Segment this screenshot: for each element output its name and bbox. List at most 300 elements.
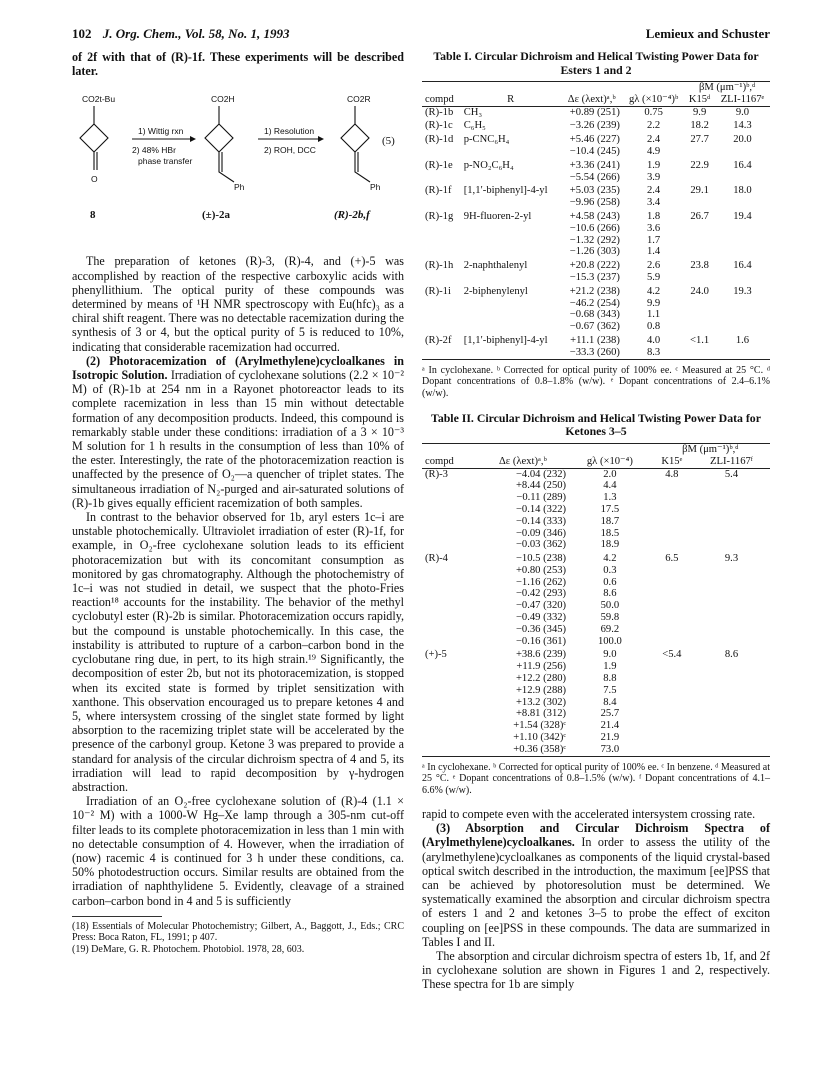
table-cell: (R)-4	[425, 553, 448, 565]
table-cell: 9.9	[693, 106, 707, 118]
table-cell: 18.9	[600, 539, 620, 551]
table-row	[422, 732, 770, 744]
table2-caption: Table II. Circular Dichroism and Helical Twisting Power Data for Ketones 3–5	[431, 410, 761, 439]
table-cell: 25.7	[600, 708, 620, 720]
table-cell	[715, 347, 770, 359]
table-cell: +4.58 (243)	[569, 210, 620, 222]
table-cell: 4.8	[665, 468, 679, 480]
table-row	[422, 146, 770, 158]
table-cell: 21.4	[600, 720, 620, 732]
table-cell: 17.5	[600, 503, 620, 515]
table-cell: p-NO₂C₆H₄	[463, 159, 514, 171]
table-row	[422, 551, 770, 565]
table-cell: <5.4	[662, 649, 682, 661]
table-cell: (R)-3	[425, 468, 448, 480]
table-cell	[693, 600, 770, 612]
table-row	[422, 309, 770, 321]
table-cell: 1.6	[735, 334, 750, 346]
table-cell: −0.16 (361)	[515, 635, 567, 647]
table-cell: 20.0	[733, 134, 752, 146]
table-cell	[651, 600, 693, 612]
table-cell	[461, 272, 561, 284]
table-cell	[422, 172, 461, 184]
table-cell	[651, 720, 693, 732]
table-cell: 1.9	[646, 159, 661, 171]
table-cell: −0.47 (320)	[515, 600, 567, 612]
table-cell: 4.2	[603, 553, 617, 565]
table-cell: 9.0	[735, 106, 750, 118]
table-cell: +20.8 (222)	[569, 260, 620, 272]
compound-label-8: 8	[90, 209, 96, 222]
table-cell	[422, 309, 461, 321]
table-cell: −1.32 (292)	[569, 234, 620, 246]
table-cell	[693, 744, 770, 756]
table-cell	[422, 565, 477, 577]
table-row	[422, 661, 770, 673]
table-cell	[651, 588, 693, 600]
table2-header-de: Δε (λext)ᵃ,ᵇ	[477, 456, 569, 468]
table-cell: +11.1 (238)	[570, 334, 620, 346]
table-cell	[684, 197, 715, 209]
table-cell: p-CNC₆H₄	[463, 134, 510, 146]
table-cell: −3.26 (239)	[569, 120, 620, 132]
table1-header-compd: compd	[422, 94, 461, 106]
table-cell	[422, 223, 461, 235]
table-cell: +12.9 (288)	[515, 684, 567, 696]
table-cell	[693, 720, 770, 732]
table-cell	[715, 223, 770, 235]
table-cell: −15.3 (237)	[569, 271, 620, 283]
table-row	[422, 209, 770, 223]
table-cell: (R)-1e	[425, 159, 453, 171]
table-cell	[422, 636, 477, 648]
table-row	[422, 673, 770, 685]
table-cell: 2.2	[646, 120, 661, 132]
table-cell	[715, 298, 770, 310]
table-cell: −0.68 (343)	[569, 309, 620, 321]
table-cell	[684, 309, 715, 321]
table-row	[422, 588, 770, 600]
table1-header-de: Δε (λext)ᵃ,ᵇ	[561, 94, 623, 106]
table-cell: +0.36 (358)ᶜ	[477, 744, 569, 756]
table-row	[422, 284, 770, 298]
table-row	[422, 647, 770, 661]
table-cell: −46.2 (254)	[569, 297, 620, 309]
table-row	[422, 600, 770, 612]
table-cell: 0.75	[644, 106, 663, 118]
table-cell: 3.9	[646, 171, 661, 183]
table-cell: +12.2 (280)	[515, 673, 567, 685]
substituent-8: CO2t-Bu	[82, 94, 116, 105]
table-cell	[651, 528, 693, 540]
table-row	[422, 539, 770, 551]
table-cell	[422, 577, 477, 589]
table1-header-beta: βM (μm⁻¹)ᵇ,ᵈ	[684, 82, 770, 94]
table-cell: 16.4	[733, 159, 752, 171]
table-cell	[461, 309, 561, 321]
table1	[422, 81, 770, 360]
right-column	[422, 50, 770, 992]
table-cell: 7.5	[603, 684, 617, 696]
table-cell	[422, 685, 477, 697]
table-row	[422, 258, 770, 272]
table-cell: 100.0	[597, 635, 622, 647]
table-cell	[651, 673, 693, 685]
table-cell: +38.6 (239)	[515, 649, 567, 661]
paragraph-ketone-prep: The preparation of ketones (R)-3, (R)-4, and (+)-5 was accomplished by reaction of the respective carboxylic acids with phenyllithium. The optical purity of these compounds was determined by means of ¹H NMR spectroscopy with Eu(hfc)₃ as a chiral shift reagent. There was no detectable racemization during the synthesis of 3 or 4, but the optical purity of 5 is reduced to 10%, indicating that considerable racemization had occurred.	[72, 254, 404, 354]
table-cell	[693, 685, 770, 697]
table-cell: +5.46 (227)	[569, 134, 620, 146]
table-cell: +0.89 (251)	[569, 106, 620, 118]
table-cell: 5.9	[646, 271, 661, 283]
table-cell	[715, 172, 770, 184]
table-cell	[693, 661, 770, 673]
table-cell: +5.03 (235)	[569, 185, 620, 197]
phenyl-label-2a: Ph	[234, 182, 245, 193]
table-cell	[461, 321, 561, 333]
compound-label-2a: (±)-2a	[202, 209, 231, 222]
table-cell	[422, 321, 461, 333]
table-cell	[693, 565, 770, 577]
table-cell: 23.8	[690, 260, 709, 272]
table-cell	[651, 744, 693, 756]
table-cell	[422, 347, 461, 359]
table-cell	[651, 697, 693, 709]
table-cell: 59.8	[600, 612, 620, 624]
table-cell: −0.49 (332)	[515, 612, 567, 624]
table-cell: C₆H₅	[463, 120, 486, 132]
footnote-19: (19) DeMare, G. R. Photochem. Photobiol. 1978, 28, 603.	[72, 943, 305, 955]
table-cell	[461, 235, 561, 247]
table-cell	[651, 661, 693, 673]
footnote-18: (18) Essentials of Molecular Photochemistry; Gilbert, A., Baggott, J., Eds.; CRC Press: Boca Raton, FL, 1991; p 407.	[72, 920, 404, 944]
table-cell: 8.3	[623, 347, 684, 359]
table-cell: 0.3	[603, 564, 617, 576]
table-row	[422, 298, 770, 310]
table2-header-compd: compd	[422, 456, 477, 468]
table-cell	[693, 612, 770, 624]
table-cell	[693, 636, 770, 648]
intro-paragraph: of 2f with that of (R)-1f. These experiments will be described later.	[72, 50, 404, 79]
table-cell: +8.81 (312)	[515, 708, 567, 720]
table-cell: 1.3	[603, 492, 617, 504]
table-row	[422, 685, 770, 697]
paragraph-aryl-esters: In contrast to the behavior observed for 1b, aryl esters 1c–i are unstable photochemically. Ultraviolet irradiation of ester (R)-1f, for example, in O₂-free cyclohexane solution leads to its efficient photoracemization but with its concomitant consumption as monitored by gas chromatography. Although the photochemistry of 1c–i was not studied in detail, we suspect that the photo-Fries reaction¹⁸ accounts for the instability. The behavior of the methyl cyclobutyl ester (R)-2b is similar. Photoracemization occurs rapidly, but the compound is unstable photochemically. In this case, the instability is attributed to rupture of a carbon–carbon bond in the cyclobutane ring due, in pert, to its high strain.¹⁹ Significantly, the decomposition of ester 2b, but not its photoracemization, is stopped when its excited state is formed by triplet sensitization with xanthone. This observation encouraged us to prepare ketones 4 and 5, where intersystem crossing of the singlet state formed by light absorption to the racemizing triplet state will be accelerated by the presence of the carbonyl group. Ketone 3 was prepared to provide a standard for analysis of the circular dichroism spectra of 4 and 5, its irradiation will lead to rapid decomposition by γ-hydrogen abstraction.	[72, 510, 404, 794]
table-row	[422, 744, 770, 756]
table-cell	[422, 720, 477, 732]
table2-header-zli: ZLI-1167ᶠ	[693, 456, 770, 468]
table-row	[422, 197, 770, 209]
table-cell	[651, 577, 693, 589]
table-cell: 27.7	[690, 134, 709, 146]
table-cell	[422, 480, 477, 492]
table-cell	[715, 309, 770, 321]
table-cell	[693, 708, 770, 720]
table-cell	[693, 577, 770, 589]
table-cell: 50.0	[600, 600, 620, 612]
table-cell: −10.4 (245)	[569, 145, 620, 157]
table-cell	[693, 480, 770, 492]
paragraph-photoracemization: Irradiation of cyclohexane solutions (2.2 × 10⁻² M) of (R)-1b at 254 nm in a Rayonet photoreactor leads to its complete racemization in less than 15 min without detectable formation of any decomposition products. Indeed, this compound is remarkably stable under these conditions: irradiation of a 3 × 10⁻³ M solution for 1 h results in the consumption of less than 10% of the ester. Interestingly, the rate of the photoracemization reaction is unaffected by the presence of O₂—a quencher of triplet states. The simultaneous irradiation of N₂-purged and air-saturated solutions of (R)-1b gives equally efficient racemization of both samples.	[72, 368, 404, 510]
table-cell	[684, 172, 715, 184]
table-cell: 4.9	[646, 145, 661, 157]
table-cell: (R)-2f	[425, 334, 452, 346]
table-cell: +1.54 (328)ᶜ	[513, 720, 567, 732]
table-row	[422, 480, 770, 492]
table-cell	[684, 146, 715, 158]
page-number: 102	[72, 26, 92, 41]
table-cell: 2-naphthalenyl	[463, 260, 528, 272]
table-cell	[422, 528, 477, 540]
table-cell: 2.0	[603, 468, 617, 480]
table-cell	[422, 492, 477, 504]
table2	[422, 443, 770, 757]
table-cell	[715, 272, 770, 284]
table-row	[422, 246, 770, 258]
table-cell: −33.3 (260)	[561, 347, 623, 359]
table-cell	[651, 504, 693, 516]
table-cell: −10.6 (266)	[569, 222, 620, 234]
table-cell	[651, 636, 693, 648]
table-cell	[422, 146, 461, 158]
table-cell	[422, 708, 477, 720]
table-cell: 1.7	[646, 234, 661, 246]
table-cell	[684, 298, 715, 310]
table-cell: (R)-1i	[425, 285, 451, 297]
table-cell: 8.6	[603, 588, 617, 600]
table-row	[422, 132, 770, 146]
table-cell	[693, 673, 770, 685]
table-cell: +21.2 (238)	[569, 285, 620, 297]
table-cell	[651, 612, 693, 624]
table-cell	[693, 588, 770, 600]
table-cell: 26.7	[690, 210, 709, 222]
table-cell: 4.4	[603, 480, 617, 492]
step1-label-c: phase transfer	[138, 156, 193, 167]
table-cell: −0.03 (362)	[515, 539, 567, 551]
table-cell: 24.0	[690, 285, 709, 297]
table-cell	[422, 539, 477, 551]
table1-header-r: R	[461, 94, 561, 106]
table-cell: −0.67 (362)	[569, 321, 620, 333]
table-cell: 1.4	[646, 246, 661, 258]
table-cell	[693, 504, 770, 516]
table-cell: 19.4	[733, 210, 752, 222]
table-cell: −10.5 (238)	[515, 553, 567, 565]
step2-label-b: 2) ROH, DCC	[264, 145, 316, 156]
table-cell: 0.6	[603, 576, 617, 588]
table-cell: 4.2	[646, 285, 661, 297]
table-cell	[715, 235, 770, 247]
table-cell	[651, 708, 693, 720]
equation-number: (5)	[382, 135, 395, 148]
table-cell: (R)-1c	[425, 120, 453, 132]
table-cell: 1.1	[646, 309, 661, 321]
table-row	[422, 183, 770, 197]
table-row	[422, 118, 770, 132]
table-cell	[461, 298, 561, 310]
table-cell: [1,1′-biphenyl]-4-yl	[463, 334, 548, 346]
table-row	[422, 636, 770, 648]
table-row	[422, 333, 770, 347]
table-cell: −0.36 (345)	[515, 623, 567, 635]
table-cell: (+)-5	[425, 649, 447, 661]
table-cell: (R)-1f	[425, 185, 452, 197]
table-cell: +0.80 (253)	[515, 564, 567, 576]
table-cell	[693, 624, 770, 636]
step1-label-b: 2) 48% HBr	[132, 145, 176, 156]
table-cell	[422, 624, 477, 636]
running-authors: Lemieux and Schuster	[645, 26, 770, 41]
table-cell: +11.9 (256)	[516, 661, 567, 673]
table-cell: CH₃	[463, 106, 483, 118]
table-cell: −4.04 (232)	[515, 468, 567, 480]
table-cell: −0.09 (346)	[515, 527, 567, 539]
table-cell	[422, 197, 461, 209]
table-cell: (R)-1h	[425, 260, 454, 272]
table-cell	[693, 516, 770, 528]
table1-footnotes: ᵃ In cyclohexane. ᵇ Corrected for optical purity of 100% ee. ᶜ Measured at 25 °C. ᵈ Dopant concentrations of 0.8–1.8% (w/w). ᵉ Dopant concentrations of 2.4–6.1% (w/w).	[422, 364, 770, 400]
table-cell: 29.1	[690, 185, 709, 197]
paragraph-irradiation: Irradiation of an O₂-free cyclohexane solution of (R)-4 (1.1 × 10⁻² M) with a 1000-W Hg–Xe lamp through a 305-nm cut-off filter leads to its complete photoracemization in less than 1 min with no detectable consumption of 4. However, when the irradiation of (now) racemic 4 is continued for 3 h under these conditions, ca. 50% photodestruction occurs. Similar results are obtained from the irradiation of naphthylidene 5. Evidently, cleavage of a strained carbon–carbon bond in 4 and 5 is sufficiently	[72, 794, 404, 908]
left-column	[72, 50, 404, 956]
table-row	[422, 492, 770, 504]
table-cell: 21.9	[600, 732, 620, 744]
substituent-2a: CO2H	[211, 94, 235, 105]
table2-header-beta: βM (μm⁻¹)ᵇ,ᵈ	[651, 443, 770, 455]
table-cell	[651, 732, 693, 744]
table-cell: 18.0	[733, 185, 752, 197]
table-cell	[715, 321, 770, 333]
table-cell: 6.5	[665, 553, 679, 565]
table-cell	[651, 685, 693, 697]
table-cell: [1,1′-biphenyl]-4-yl	[463, 185, 548, 197]
table-cell	[422, 612, 477, 624]
table-cell: (R)-1b	[425, 106, 454, 118]
table2-header-k15: K15ᵉ	[651, 456, 693, 468]
section-heading-photoracemization: (2) Photoracemization of (Arylmethylene)cycloalkanes in Isotropic Solution.	[72, 353, 404, 383]
table-cell	[422, 732, 477, 744]
table-cell: 4.0	[646, 334, 661, 346]
table-cell	[422, 673, 477, 685]
table-cell	[461, 246, 561, 258]
table-cell: <1.1	[690, 334, 710, 346]
table-row	[422, 347, 770, 359]
table-cell	[715, 197, 770, 209]
table-cell: 8.6	[724, 649, 739, 661]
table-cell	[651, 539, 693, 551]
table-row	[422, 612, 770, 624]
table-cell: 73.0	[569, 744, 651, 756]
table-cell: −0.14 (322)	[515, 503, 567, 515]
table-cell: −0.42 (293)	[515, 588, 567, 600]
table-cell	[422, 516, 477, 528]
table-row	[422, 565, 770, 577]
table-cell: −9.96 (258)	[569, 197, 620, 209]
table-row	[422, 624, 770, 636]
table-cell	[461, 223, 561, 235]
table-cell: 3.6	[646, 222, 661, 234]
table-cell: 2.4	[646, 134, 661, 146]
table-cell	[651, 480, 693, 492]
step1-label-a: 1) Wittig rxn	[138, 126, 184, 137]
table-row	[422, 504, 770, 516]
table-cell: 2-biphenylenyl	[463, 285, 528, 297]
table-cell	[693, 492, 770, 504]
table-cell: 18.7	[600, 515, 620, 527]
table-row	[422, 528, 770, 540]
table-cell: 1.9	[603, 661, 617, 673]
table-cell: −1.16 (262)	[515, 576, 567, 588]
paragraph-spectra: The absorption and circular dichroism spectra of esters 1b, 1f, and 2f in cyclohexane solution are shown in Figures 1 and 2, respectively. These spectra for 1b are simply	[422, 949, 770, 992]
table-row	[422, 720, 770, 732]
table-cell	[422, 600, 477, 612]
section-heading-absorption: (3) Absorption and Circular Dichroism Spectra of (Arylmethylene)cycloalkanes.	[422, 821, 770, 850]
table-cell: −1.26 (303)	[569, 246, 620, 258]
table-cell	[461, 172, 561, 184]
table2-footnotes: ᵃ In cyclohexane. ᵇ Corrected for optical purity of 100% ee. ᶜ In benzene. ᵈ Measured at 25 °C. ᵉ Dopant concentrations of 0.8–1.5% (w/w). ᶠ Dopant concentrations of 4.1–6.6% (w/w).	[422, 761, 770, 797]
running-header	[72, 26, 770, 42]
table-cell	[651, 624, 693, 636]
table-row	[422, 158, 770, 172]
table1-header-k15: K15ᵈ	[684, 94, 715, 106]
table-cell: 18.5	[600, 527, 620, 539]
table-cell: 3.4	[646, 197, 661, 209]
table-cell	[461, 146, 561, 158]
table-cell	[693, 732, 770, 744]
table-cell	[651, 565, 693, 577]
table-cell: 5.4	[724, 468, 739, 480]
substituent-2b: CO2R	[347, 94, 371, 105]
table-row	[422, 577, 770, 589]
table-row	[422, 272, 770, 284]
table-cell: −0.11 (289)	[516, 492, 567, 504]
reaction-scheme	[72, 84, 404, 244]
table-cell: 14.3	[733, 120, 752, 132]
table-cell: 9.0	[603, 649, 617, 661]
table-cell: 2.4	[646, 185, 661, 197]
table-cell	[693, 697, 770, 709]
table-cell	[461, 197, 561, 209]
journal-citation: J. Org. Chem., Vol. 58, No. 1, 1993	[102, 26, 290, 41]
table-cell	[651, 516, 693, 528]
table-cell: 19.3	[733, 285, 752, 297]
table-cell	[422, 697, 477, 709]
table-cell: 8.8	[603, 673, 617, 685]
table-cell	[715, 146, 770, 158]
table-cell: 9.9	[646, 297, 661, 309]
table-cell: +1.10 (342)ᶜ	[513, 732, 567, 744]
step2-label-a: 1) Resolution	[264, 126, 315, 137]
table2-header-g: gλ (×10⁻⁴)	[569, 456, 651, 468]
table-cell	[422, 504, 477, 516]
table-cell	[422, 298, 461, 310]
table-row	[422, 516, 770, 528]
table-row	[422, 708, 770, 720]
paragraph-absorption: In order to assess the utility of the (arylmethylene)cycloalkanes as components of the liquid crystal-based optical switch described in the introduction, the maximum [ee]PSS that can be achieved by photoresolution must be determined. We systematically examined the absorption and circular dichroism spectra of esters 1 and 2 and ketones 3–5 to probe the effect of exciton coupling on [ee]PSS in these compounds. The data are summarized in Tables I and II.	[422, 835, 770, 949]
table-cell: 16.4	[733, 260, 752, 272]
table-cell	[422, 661, 477, 673]
table1-header-zli: ZLI-1167ᵉ	[715, 94, 770, 106]
table-cell	[684, 235, 715, 247]
table-cell: 18.2	[690, 120, 709, 132]
table-cell	[422, 272, 461, 284]
paragraph-crossing-rate: rapid to compete even with the accelerated intersystem crossing rate.	[422, 807, 756, 822]
table-row	[422, 235, 770, 247]
compound-label-2bf: (R)-2b,f	[334, 209, 370, 222]
table-cell	[651, 492, 693, 504]
table-cell	[715, 246, 770, 258]
